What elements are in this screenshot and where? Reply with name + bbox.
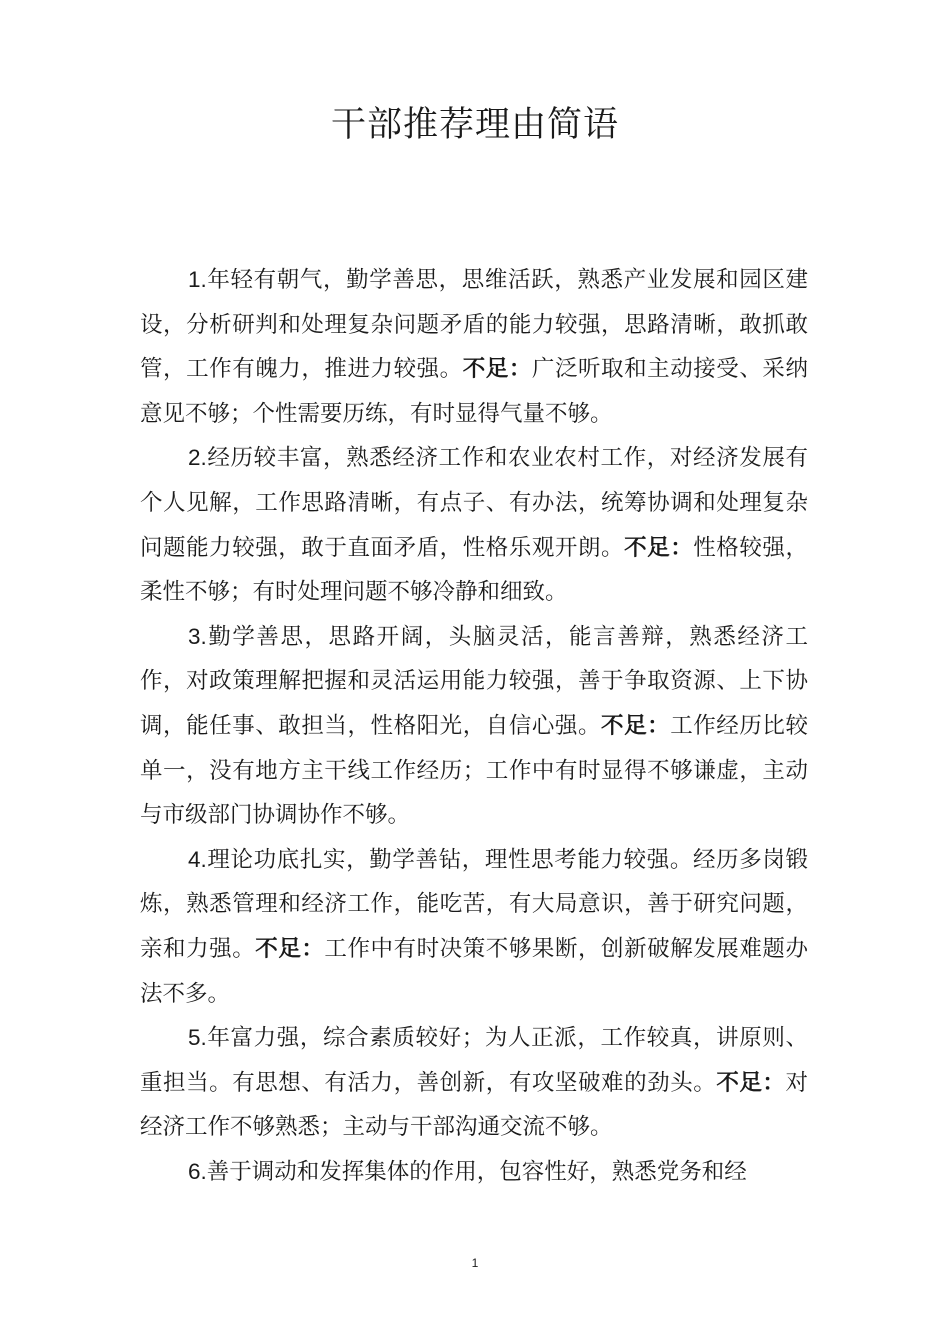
item-shortfalls: 工作经历比较单一，没有地方主干线工作经历；工作中有时显得不够谦虚，主动与市级部门协调协作不够。 <box>140 712 808 829</box>
item-number: 3. <box>188 623 207 649</box>
item-shortfalls: 工作中有时决策不够果断，创新破解发展难题办法不多。 <box>140 935 808 1007</box>
item-number: 1. <box>188 267 207 292</box>
recommendation-item-3 <box>140 615 808 838</box>
document-title: 干部推荐理由简语 <box>330 105 619 145</box>
item-number: 4. <box>188 846 207 872</box>
recommendation-item-6 <box>140 1150 808 1195</box>
shortfall-label: 不足： <box>255 935 325 962</box>
item-number: 5. <box>188 1025 207 1051</box>
item-number: 2. <box>188 445 207 471</box>
recommendation-item-1 <box>140 258 808 436</box>
item-strengths: 理论功底扎实，勤学善钻，理性思考能力较强。经历多岗锻炼，熟悉管理和经济工作，能吃苦，有大局意识，善于研究问题，亲和力强。 <box>140 846 808 962</box>
item-strengths: 勤学善思，思路开阔，头脑灵活，能言善辩，熟悉经济工作，对政策理解把握和灵活运用能力较强，善于争取资源、上下协调，能任事、敢担当，性格阳光，自信心强。 <box>140 623 808 739</box>
item-strengths: 善于调动和发挥集体的作用，包容性好，熟悉党务和经 <box>206 1158 747 1185</box>
recommendation-item-4 <box>140 838 808 1016</box>
item-strengths: 年轻有朝气，勤学善思，思维活跃，熟悉产业发展和园区建设，分析研判和处理复杂问题矛盾的能力较强，思路清晰，敢抓敢管，工作有魄力，推进力较强。 <box>140 267 808 383</box>
shortfall-label: 不足： <box>716 1069 786 1096</box>
item-number: 6. <box>188 1158 207 1184</box>
recommendation-item-2 <box>140 436 808 614</box>
page-number: 1 <box>471 1256 479 1270</box>
shortfall-label: 不足： <box>462 356 532 383</box>
item-shortfalls: 对经济工作不够熟悉；主动与干部沟通交流不够。 <box>140 1069 808 1141</box>
item-shortfalls: 广泛听取和主动接受、采纳意见不够；个性需要历练，有时显得气量不够。 <box>140 356 808 427</box>
document-body <box>140 258 808 1194</box>
item-strengths: 经历较丰富，熟悉经济工作和农业农村工作，对经济发展有个人见解，工作思路清晰，有点子、有办法，统筹协调和处理复杂问题能力较强，敢于直面矛盾，性格乐观开朗。 <box>140 445 808 561</box>
item-strengths: 年富力强，综合素质较好；为人正派，工作较真，讲原则、重担当。有思想、有活力，善创新，有攻坚破难的劲头。 <box>140 1025 808 1096</box>
recommendation-item-5 <box>140 1016 808 1150</box>
shortfall-label: 不足： <box>624 534 694 561</box>
item-shortfalls: 性格较强，柔性不够；有时处理问题不够冷静和细致。 <box>140 534 808 606</box>
shortfall-label: 不足： <box>601 712 671 739</box>
